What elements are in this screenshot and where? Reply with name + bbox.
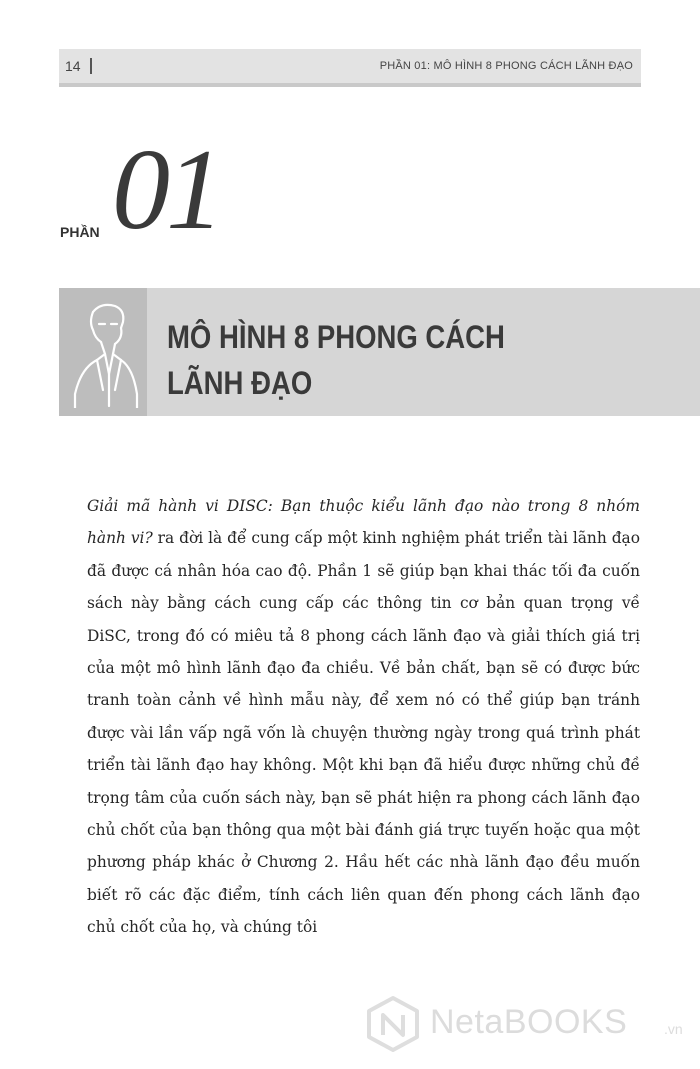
part-number: 01 <box>112 126 220 254</box>
header-divider <box>90 58 92 74</box>
watermark <box>364 995 694 1059</box>
watermark-brand: NetaBOOKS <box>430 1003 628 1041</box>
watermark-suffix: .vn <box>664 1021 683 1037</box>
banner-tab <box>59 288 147 416</box>
chapter-banner <box>59 288 700 416</box>
chapter-title-line-2: LÃNH ĐẠO <box>167 365 313 401</box>
silhouette-man-icon <box>71 298 141 408</box>
netabooks-logo-icon <box>364 995 422 1053</box>
chapter-title-line-1: MÔ HÌNH 8 PHONG CÁCH <box>167 319 505 355</box>
running-header <box>59 49 641 87</box>
body-text: ra đời là để cung cấp một kinh nghiệm phát triển tài lãnh đạo đã được cá nhân hóa cao độ. Phần 1 sẽ giúp bạn khai thác tối đa cuốn sách này bằng cách cung cấp các thông tin cơ bản quan trọng về DiSC, trong đó có miêu tả 8 phong cách lãnh đạo và giải thích giá trị của một mô hình lãnh đạo đa chiều. Về bản chất, bạn sẽ có được bức tranh toàn cảnh về hình mẫu này, để xem nó có thể giúp bạn tránh được vài lần vấp ngã vốn là chuyện thường ngày trong quá trình phát triển tài lãnh đạo hay không. Một khi bạn đã hiểu được những chủ đề trọng tâm của cuốn sách này, bạn sẽ phát hiện ra phong cách lãnh đạo chủ chốt của bạn thông qua một bài đánh giá trực tuyến hoặc qua một phương pháp khác ở Chương 2. Hầu hết các nhà lãnh đạo đều muốn biết rõ các đặc điểm, tính cách liên quan đến phong cách lãnh đạo chủ chốt của họ, và chúng tôi <box>87 529 640 937</box>
part-label: PHẦN <box>60 224 100 240</box>
body-paragraph <box>87 490 640 944</box>
chapter-title <box>167 314 505 406</box>
book-title-italic: Giải mã hành vi DISC: Bạn thuộc kiểu lãnh đạo nào trong 8 nhóm hành vi? <box>87 497 640 548</box>
page-number: 14 <box>65 58 81 74</box>
running-title: PHẦN 01: MÔ HÌNH 8 PHONG CÁCH LÃNH ĐẠO <box>379 60 633 72</box>
